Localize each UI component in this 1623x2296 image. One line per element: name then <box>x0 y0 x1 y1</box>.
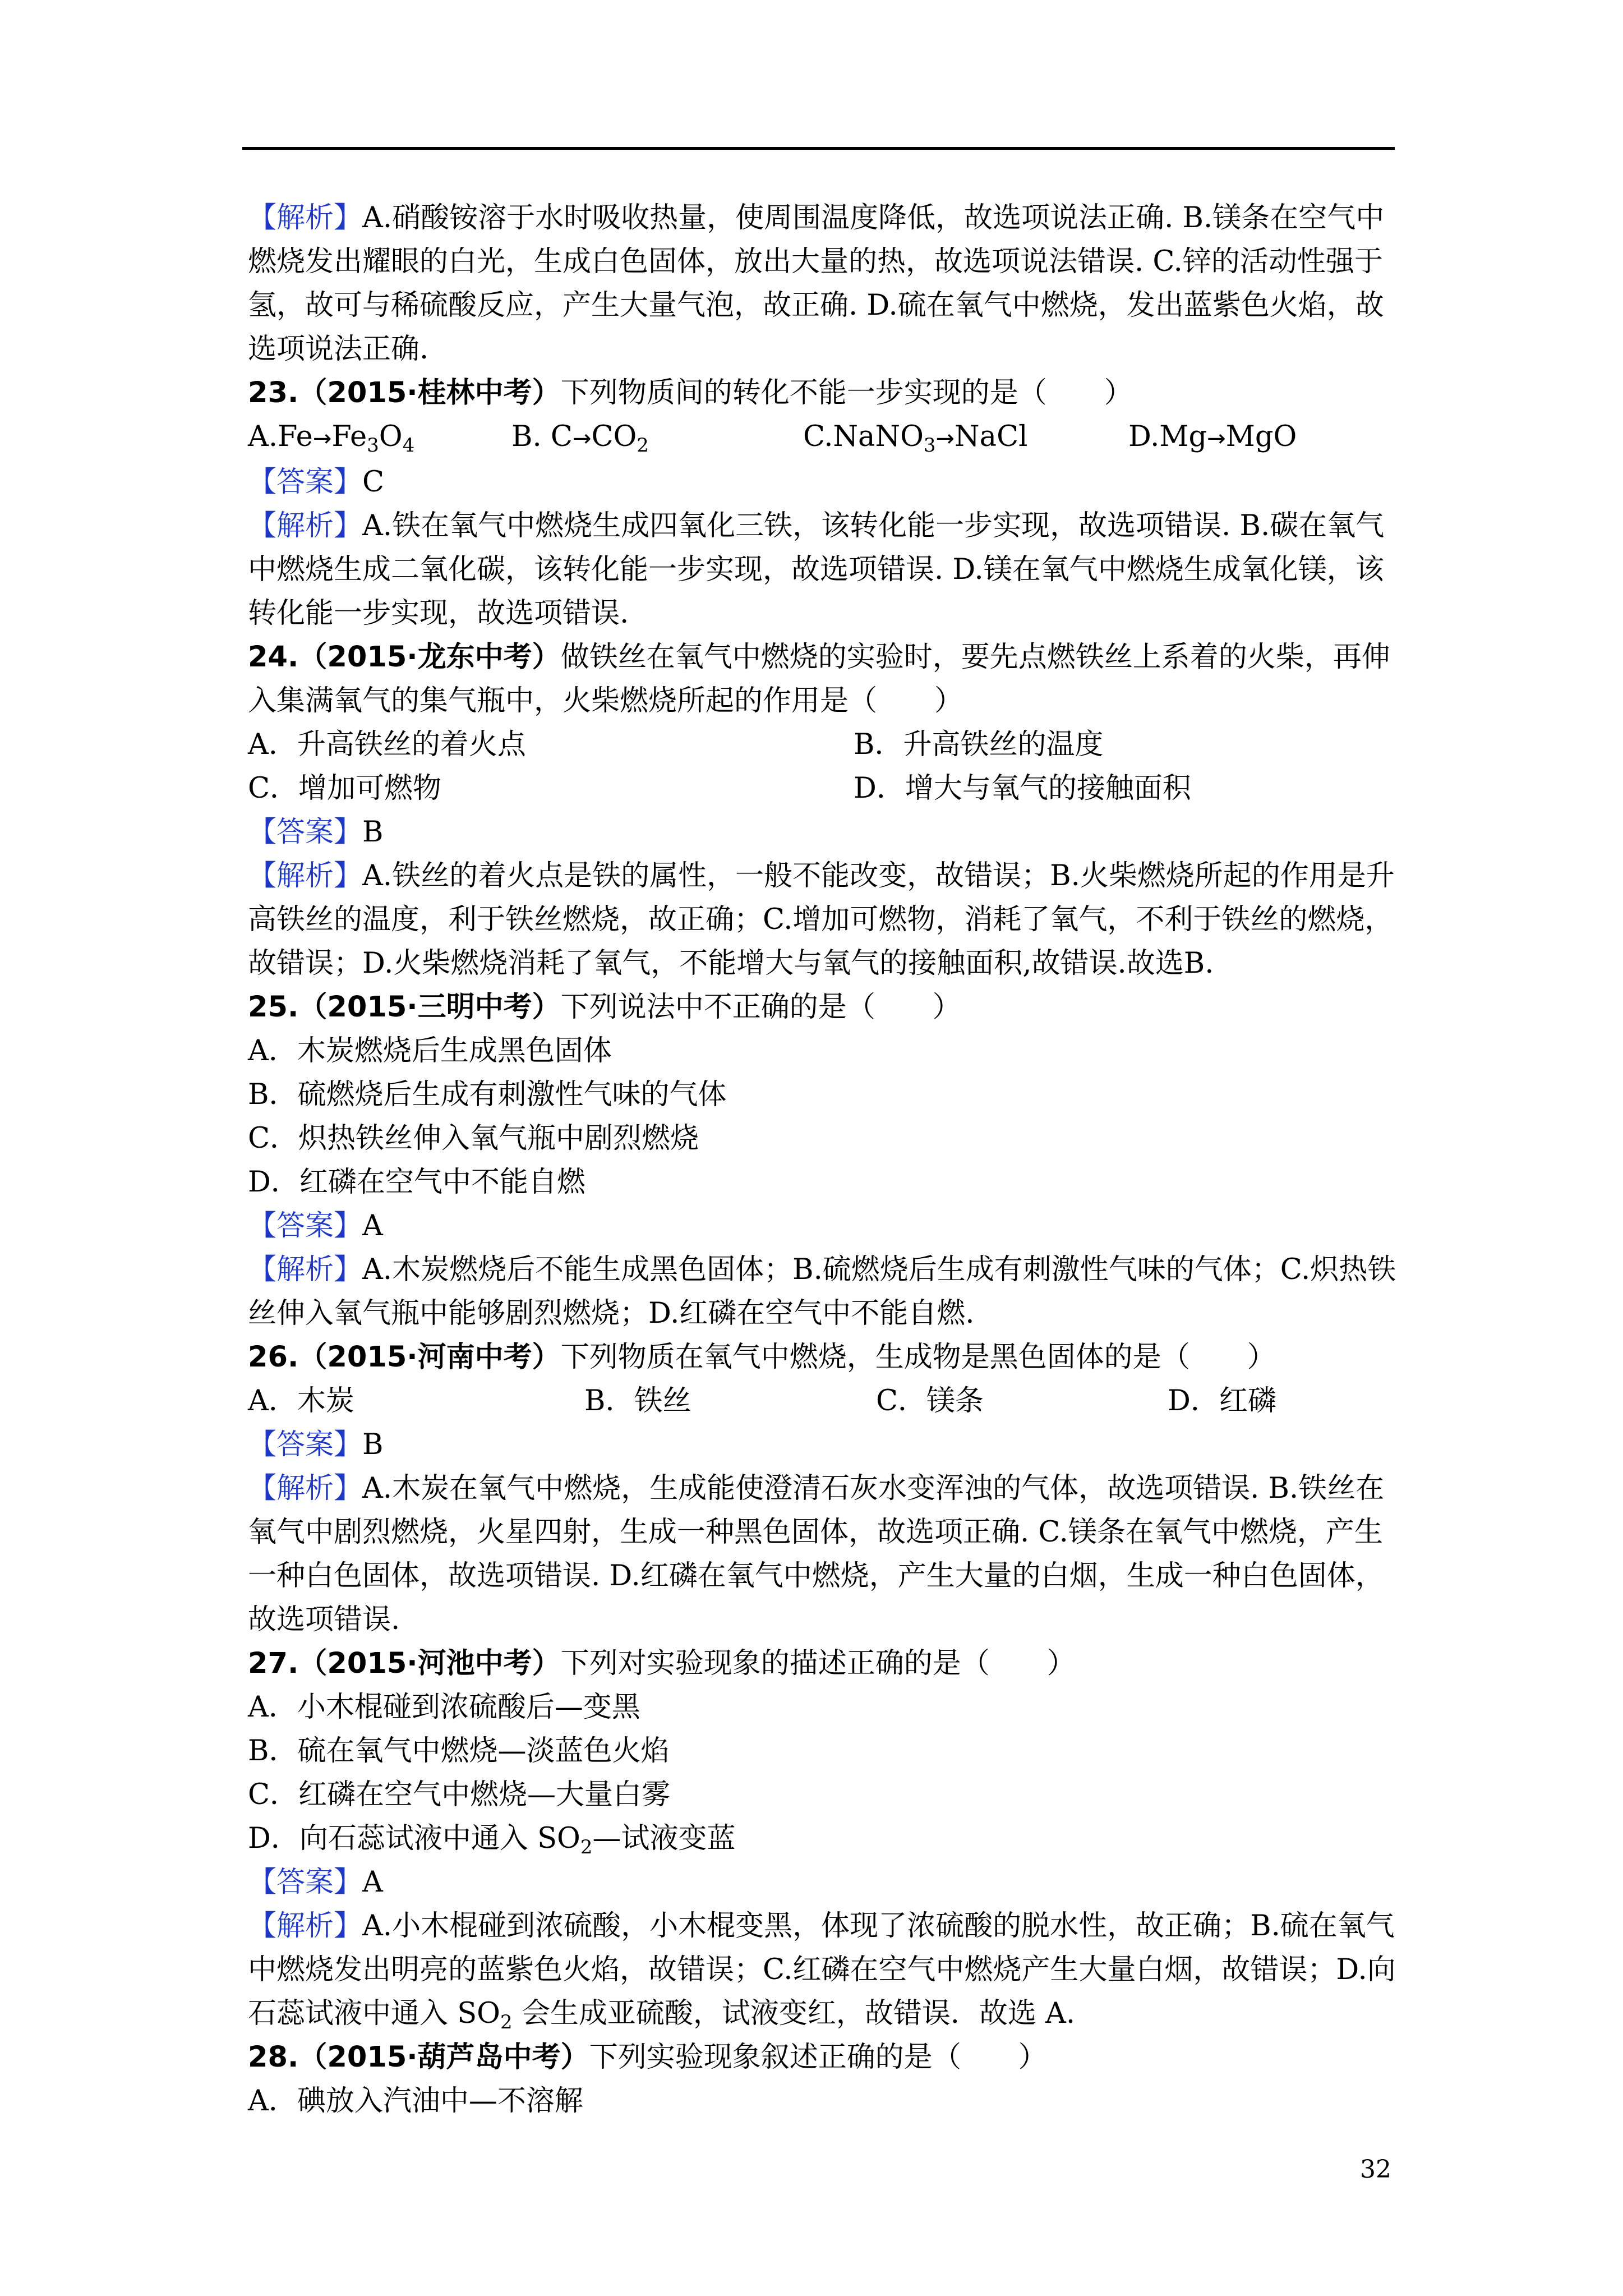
q27-answer: 【答案】A <box>248 1866 383 1899</box>
q25-option-c: C．炽热铁丝伸入氧气瓶中剧烈燃烧 <box>248 1122 699 1155</box>
q24-option-a: A．升高铁丝的着火点 <box>248 728 526 761</box>
q26-answer: 【答案】B <box>248 1428 384 1461</box>
header-rule <box>242 147 1395 150</box>
q26-option-c: C．镁条 <box>876 1384 984 1418</box>
question-24: 24.（2015·龙东中考）做铁丝在氧气中燃烧的实验时，要先点燃铁丝上系着的火柴，再伸入集满氧气的集气瓶中，火柴燃烧所起的作用是（ ） <box>248 641 1390 717</box>
question-26: 26.（2015·河南中考）下列物质在氧气中燃烧，生成物是黑色固体的是（ ） <box>248 1341 1276 1374</box>
q24-answer: 【答案】B <box>248 816 384 849</box>
q26-option-d: D．红磷 <box>1168 1384 1276 1418</box>
q26-options <box>248 1379 1403 1423</box>
page-number: 32 <box>1360 2155 1391 2184</box>
page-content <box>248 196 1403 2123</box>
q25-analysis: 【解析】A.木炭燃烧后不能生成黑色固体；B.硫燃烧后生成有刺激性气味的气体；C.炽热铁丝伸入氧气瓶中能够剧烈燃烧；D.红磷在空气中不能自燃. <box>248 1253 1396 1330</box>
q25-option-b: B．硫燃烧后生成有刺激性气味的气体 <box>248 1078 727 1111</box>
question-23: 23.（2015·桂林中考）下列物质间的转化不能一步实现的是（ ） <box>248 376 1133 409</box>
q24-option-d: D．增大与氧气的接触面积 <box>854 772 1191 805</box>
q25-answer: 【答案】A <box>248 1209 383 1243</box>
q23-option-d: D.Mg→MgO <box>1128 420 1297 453</box>
q27-option-b: B．硫在氧气中燃烧—淡蓝色火焰 <box>248 1734 670 1768</box>
q23-option-a: $A.Fe\to Fe_3O_4$ <box>248 420 415 457</box>
q26-option-a: A．木炭 <box>248 1384 354 1418</box>
q24-option-b: B．升高铁丝的温度 <box>854 728 1104 761</box>
q23-analysis: 【解析】A.铁在氧气中燃烧生成四氧化三铁，该转化能一步实现，故选项错误. B.碳在氧气中燃烧生成二氧化碳，该转化能一步实现，故选项错误. D.镁在氧气中燃烧生成氧化镁，该转化能一步实现，故选项错误. <box>248 509 1385 630</box>
q24-analysis: 【解析】A.铁丝的着火点是铁的属性，一般不能改变，故错误；B.火柴燃烧所起的作用是升高铁丝的温度，利于铁丝燃烧，故正确；C.增加可燃物，消耗了氧气，不利于铁丝的燃烧，故错误；D.火柴燃烧消耗了氧气，不能增大与氧气的接触面积,故错误.故选B. <box>248 859 1395 980</box>
question-28: 28.（2015·葫芦岛中考）下列实验现象叙述正确的是（ ） <box>248 2041 1047 2074</box>
q23-answer: 【答案】C <box>248 466 385 499</box>
q23-options <box>248 415 1403 461</box>
q22-analysis: 【解析】A.硝酸铵溶于水时吸收热量，使周围温度降低，故选项说法正确. B.镁条在空气中燃烧发出耀眼的白光，生成白色固体，放出大量的热，故选项说法错误. C.锌的活动性强于氢，故可与稀硫酸反应，产生大量气泡，故正确. D.硫在氧气中燃烧，发出蓝紫色火焰，故选项说法正确. <box>248 201 1385 366</box>
q26-option-b: B．铁丝 <box>584 1384 691 1418</box>
q23-option-b: B. $C\to CO_2$ <box>511 420 649 457</box>
q27-option-c: C．红磷在空气中燃烧—大量白雾 <box>248 1778 671 1811</box>
q27-option-a: A．小木棍碰到浓硫酸后—变黑 <box>248 1691 640 1724</box>
q27-option-d: D．向石蕊试液中通入 $SO_2—$试液变蓝 <box>248 1822 736 1858</box>
q24-options <box>248 723 1403 811</box>
q25-option-a: A．木炭燃烧后生成黑色固体 <box>248 1034 612 1068</box>
q25-option-d: D．红磷在空气中不能自燃 <box>248 1166 585 1199</box>
question-27: 27.（2015·河池中考）下列对实验现象的描述正确的是（ ） <box>248 1647 1076 1680</box>
q23-option-c: C.NaNO$_3$→NaCl <box>803 420 1028 457</box>
q24-option-c: C．增加可燃物 <box>248 772 442 805</box>
q26-analysis: 【解析】A.木炭在氧气中燃烧，生成能使澄清石灰水变浑浊的气体，故选项错误. B.铁丝在氧气中剧烈燃烧，火星四射，生成一种黑色固体，故选项正确. C.镁条在氧气中燃烧，产生一种白色固体，故选项错误. D.红磷在氧气中燃烧，产生大量的白烟，生成一种白色固体，故选项错误. <box>248 1472 1385 1636</box>
question-25: 25.（2015·三明中考）下列说法中不正确的是（ ） <box>248 991 961 1024</box>
q28-option-a: A．碘放入汽油中—不溶解 <box>248 2085 583 2118</box>
q27-analysis: 【解析】A.小木棍碰到浓硫酸，小木棍变黑，体现了浓硫酸的脱水性，故正确；B.硫在氧气中燃烧发出明亮的蓝紫色火焰，故错误；C.红磷在空气中燃烧产生大量白烟，故错误；D.向石蕊试液中通入 $SO_2$ 会生成亚硫酸，试液变红，故错误．故选 A. <box>248 1910 1396 2033</box>
